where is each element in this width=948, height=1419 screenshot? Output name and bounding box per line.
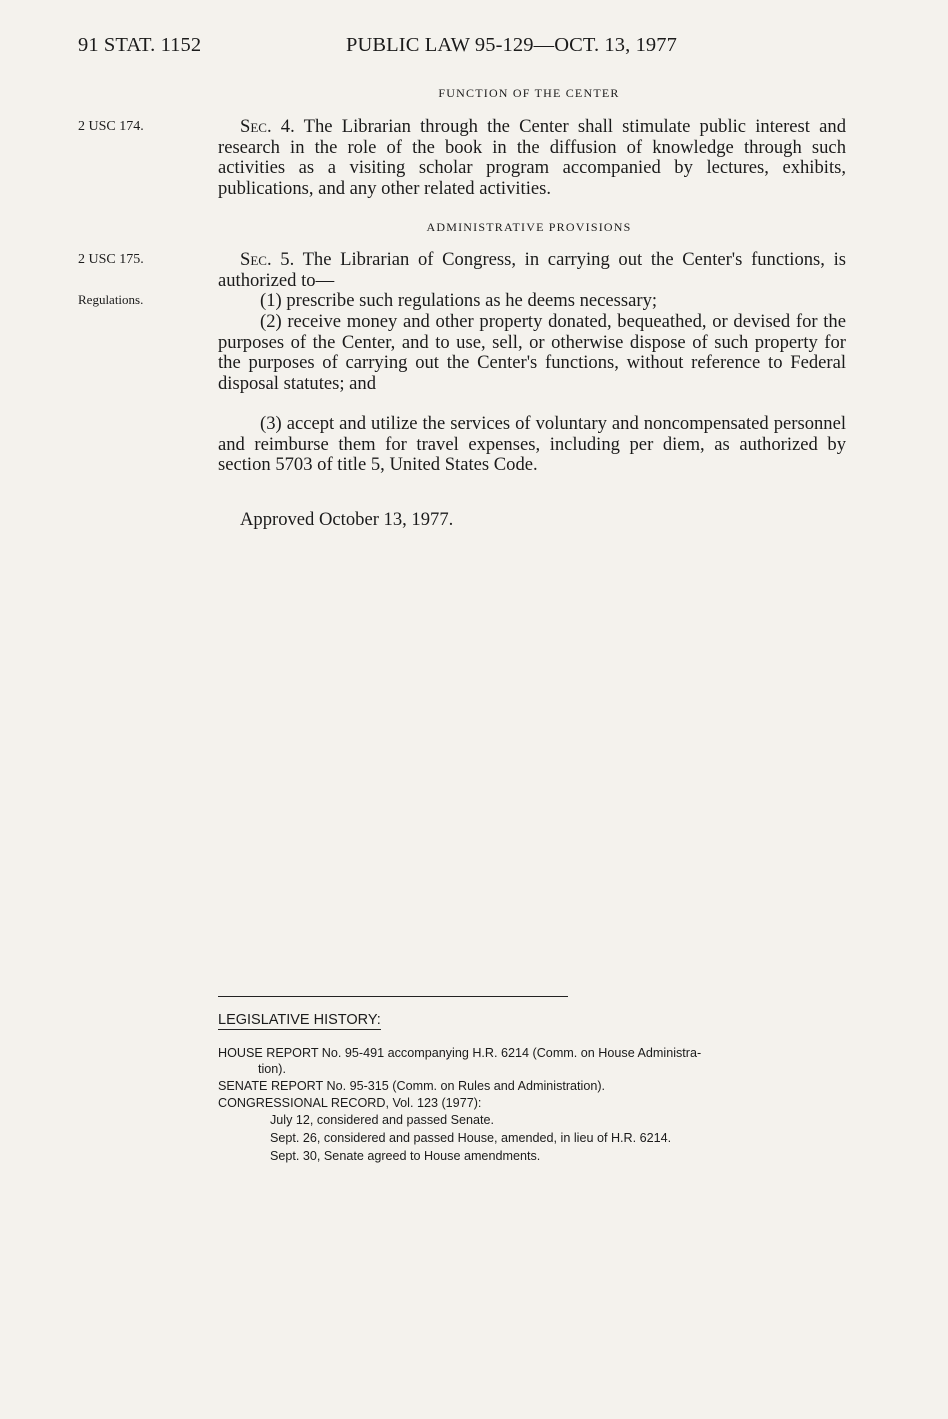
record-entry-2: Sept. 26, considered and passed House, amended, in lieu of H.R. 6214. bbox=[270, 1131, 672, 1145]
section-5-paragraph bbox=[218, 250, 846, 291]
margin-note-regulations: Regulations. bbox=[78, 292, 144, 307]
bleed-through-decoration bbox=[300, 600, 860, 900]
congressional-record-line: CONGRESSIONAL RECORD, Vol. 123 (1977): bbox=[218, 1096, 482, 1110]
house-report-line: HOUSE REPORT No. 95-491 accompanying H.R. 6214 (Comm. on House Administra- bbox=[218, 1046, 702, 1060]
section-5-item-1: (1) prescribe such regulations as he deems necessary; bbox=[260, 290, 658, 311]
approval-date: Approved October 13, 1977. bbox=[240, 509, 454, 530]
record-entry-3: Sept. 30, Senate agreed to House amendments. bbox=[270, 1149, 541, 1163]
footnote-divider bbox=[218, 996, 568, 997]
section-4-label: Sec. 4. bbox=[240, 116, 295, 137]
section-5-item-3: (3) accept and utilize the services of voluntary and noncompensated personnel and reimburse them for travel expenses, including per diem, as authorized by section 5703 of title 5, United States Code. bbox=[218, 413, 846, 476]
function-of-center-heading: FUNCTION OF THE CENTER bbox=[438, 86, 620, 100]
law-title: PUBLIC LAW 95-129—OCT. 13, 1977 bbox=[346, 34, 677, 56]
record-entry-1: July 12, considered and passed Senate. bbox=[270, 1113, 495, 1127]
stat-page-number: 91 STAT. 1152 bbox=[78, 34, 202, 56]
page-header bbox=[78, 34, 886, 64]
section-5-item-2: (2) receive money and other property donated, bequeathed, or devised for the purposes of the Center, and to use, sell, or otherwise dispose of such property for the purposes of carrying out the Center's functions, without reference to Federal disposal statutes; and bbox=[218, 311, 846, 394]
senate-report-line: SENATE REPORT No. 95-315 (Comm. on Rules and Administration). bbox=[218, 1079, 606, 1093]
section-4-paragraph bbox=[218, 117, 846, 199]
legislative-history-title: LEGISLATIVE HISTORY: bbox=[218, 1012, 381, 1028]
administrative-provisions-heading: ADMINISTRATIVE PROVISIONS bbox=[426, 220, 632, 234]
margin-note-usc-174: 2 USC 174. bbox=[78, 119, 144, 134]
house-report-continuation: tion). bbox=[258, 1062, 286, 1076]
margin-note-usc-175: 2 USC 175. bbox=[78, 252, 144, 267]
section-4-text: The Librarian through the Center shall stimulate public interest and research in the role of the book in the diffusion of knowledge through such activities as a visiting scholar program accompanied by lectures, exhibits, publications, and any other related activities. bbox=[218, 116, 847, 199]
section-5-text: The Librarian of Congress, in carrying out the Center's functions, is authorized to— bbox=[218, 249, 846, 291]
section-5-label: Sec. 5. bbox=[240, 249, 295, 270]
